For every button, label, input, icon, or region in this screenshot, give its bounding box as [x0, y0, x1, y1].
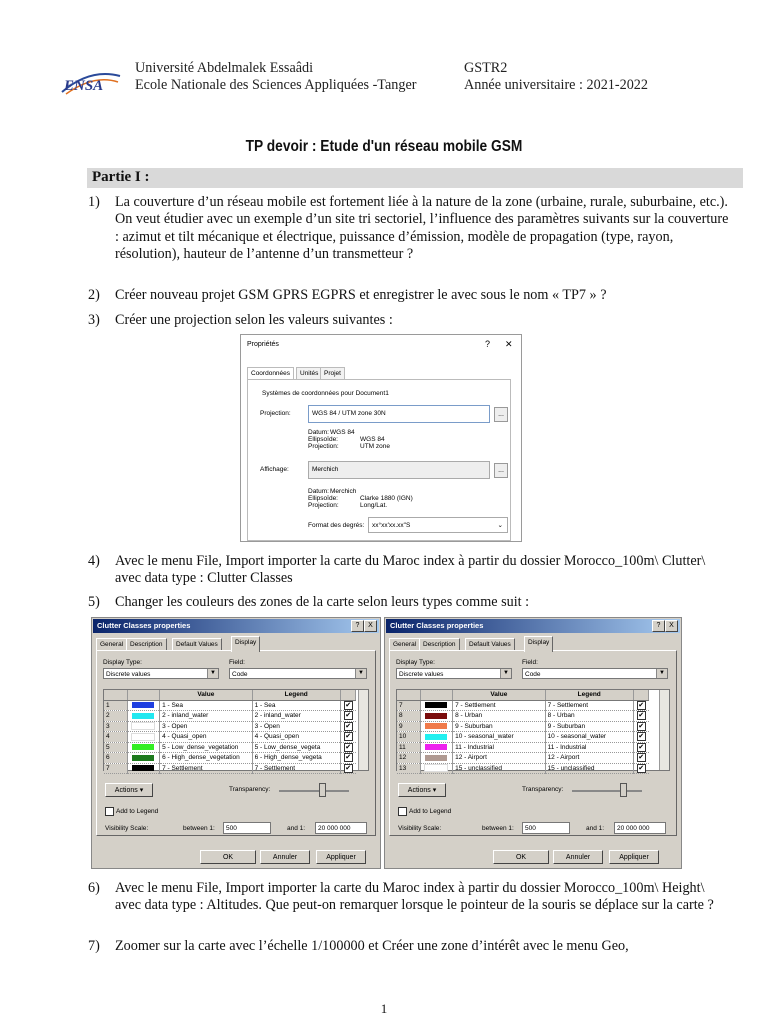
legend-checkbox[interactable]: ✔ — [638, 722, 645, 730]
tab-general[interactable]: General — [96, 638, 127, 651]
projection-label: Projection: — [260, 410, 291, 417]
legend-checkbox[interactable]: ✔ — [345, 764, 352, 772]
legend-checkbox[interactable]: ✔ — [638, 701, 645, 709]
display-field[interactable]: Merchich — [308, 461, 490, 479]
actions-button[interactable]: Actions ▾ — [398, 783, 446, 797]
legend-checkbox[interactable]: ✔ — [345, 733, 352, 741]
swatch-5 — [425, 755, 447, 761]
tab-description[interactable]: Description — [419, 638, 460, 651]
field-select[interactable]: Code ▼ — [229, 668, 367, 679]
legend-checkbox[interactable]: ✔ — [345, 712, 352, 720]
tab-coordonnees[interactable]: Coordonnées — [247, 367, 294, 380]
color-swatch[interactable] — [127, 742, 159, 753]
max-scale-input[interactable]: 20 000 000 — [614, 822, 666, 834]
color-swatch[interactable] — [127, 711, 159, 722]
color-swatch[interactable] — [127, 753, 159, 764]
table-row[interactable]: 1 1 - Sea 1 - Sea ✔ — [104, 700, 356, 711]
swatch-4 — [425, 744, 447, 750]
swatch-4 — [132, 744, 154, 750]
tab-display[interactable]: Display — [231, 636, 260, 652]
table-row[interactable]: 8 8 - Urban 8 - Urban ✔ — [397, 711, 649, 722]
transparency-slider[interactable] — [572, 790, 642, 792]
display-type-select[interactable]: Discrete values ▼ — [396, 668, 512, 679]
tab-display[interactable]: Display — [524, 636, 553, 652]
help-button[interactable]: ? — [351, 620, 364, 632]
value-column-header[interactable]: Value — [160, 690, 252, 700]
legend-column-header[interactable]: Legend — [252, 690, 340, 700]
help-button[interactable]: ? — [485, 339, 491, 349]
table-row[interactable]: 9 9 - Suburban 9 - Suburban ✔ — [397, 721, 649, 732]
list-item: 6) Avec le menu File, Import importer la carte du Maroc index à partir du dossier Morocco_100m\ Height\ avec data type : Altitudes. Que peut-on remarquer lorsque le pointeur de la souris se déplace sur la carte ? — [88, 880, 714, 914]
class-name: GSTR2 — [464, 60, 508, 76]
university-name: Université Abdelmalek Essaâdi — [135, 60, 314, 76]
color-swatch[interactable] — [127, 763, 159, 774]
min-scale-input[interactable]: 500 — [522, 822, 570, 834]
page-title: TP devoir : Etude d'un réseau mobile GSM — [245, 138, 523, 155]
swatch-1 — [425, 713, 447, 719]
table-row[interactable]: 7 7 - Settlement 7 - Settlement ✔ — [397, 700, 649, 711]
swatch-5 — [132, 755, 154, 761]
svg-text:ENSA: ENSA — [64, 78, 104, 94]
slider-handle[interactable] — [620, 783, 627, 797]
table-row[interactable]: 3 3 - Open 3 - Open ✔ — [104, 721, 356, 732]
table-row[interactable]: 7 7 - Settlement 7 - Settlement ✔ — [104, 763, 356, 774]
grid-scrollbar[interactable] — [358, 690, 368, 770]
add-to-legend-checkbox[interactable] — [398, 807, 407, 816]
color-swatch[interactable] — [420, 700, 452, 711]
page-number: 1 — [380, 1001, 388, 1016]
field-select[interactable]: Code ▼ — [522, 668, 668, 679]
degree-format-label: Format des degrés: — [308, 522, 365, 529]
swatch-1 — [132, 713, 154, 719]
display-label: Affichage: — [260, 466, 289, 473]
table-row[interactable]: 11 11 - Industrial 11 - Industrial ✔ — [397, 742, 649, 753]
legend-checkbox[interactable]: ✔ — [345, 701, 352, 709]
tab-general[interactable]: General — [389, 638, 420, 651]
table-row[interactable]: 13 15 - unclassified 15 - unclassified ✔ — [397, 763, 649, 774]
list-item: 3) Créer une projection selon les valeurs suivantes : — [88, 312, 393, 328]
close-button[interactable]: X — [364, 620, 377, 632]
color-swatch[interactable] — [420, 763, 452, 774]
legend-checkbox[interactable]: ✔ — [345, 743, 352, 751]
chevron-down-icon: ▼ — [500, 669, 511, 678]
color-swatch[interactable] — [420, 753, 452, 764]
apply-button[interactable]: Appliquer — [316, 850, 366, 864]
color-swatch[interactable] — [127, 721, 159, 732]
add-to-legend-checkbox[interactable] — [105, 807, 114, 816]
part-title: Partie I : — [92, 169, 150, 185]
legend-checkbox[interactable]: ✔ — [345, 722, 352, 730]
table-row[interactable]: 10 10 - seasonal_water 10 - seasonal_water ✔ — [397, 732, 649, 743]
tab-projet[interactable]: Projet — [320, 367, 345, 379]
tab-default-values[interactable]: Default Values — [172, 638, 222, 651]
swatch-2 — [131, 722, 155, 730]
ensa-logo — [60, 66, 122, 96]
projection-browse-button[interactable]: ... — [494, 407, 508, 422]
actions-button[interactable]: Actions ▾ — [105, 783, 153, 797]
color-swatch[interactable] — [420, 732, 452, 743]
legend-checkbox[interactable]: ✔ — [638, 712, 645, 720]
clutter-dialog-right — [384, 617, 682, 869]
legend-checkbox[interactable]: ✔ — [345, 754, 352, 762]
transparency-slider[interactable] — [279, 790, 349, 792]
table-row[interactable]: 4 4 - Quasi_open 4 - Quasi_open ✔ — [104, 732, 356, 743]
values-grid[interactable] — [103, 689, 369, 771]
projection-dialog — [240, 334, 522, 542]
swatch-6 — [132, 765, 154, 771]
help-button[interactable]: ? — [652, 620, 665, 632]
grid-scrollbar[interactable] — [659, 690, 669, 770]
swatch-6 — [424, 764, 448, 772]
ok-button[interactable]: OK — [493, 850, 549, 864]
color-swatch[interactable] — [420, 711, 452, 722]
display-panel: Display Type: Discrete values ▼ Field: Code ▼ Value Legend 1 1 - Sea 1 - Sea ✔ 2 2 - inland_water 2 - inland_water ✔ 3 3 - Open 3 - Open ✔ 4 4 - Quasi_open 4 - Quasi_open ✔ 5 5 - Low_dense_vegetation 5 - Low_dense_vegeta ✔ 6 6 - High_dense_vegetation 6 - High_dense_vegeta ✔ 7 7 - Settlement 7 - Settlement ✔ Actions ▾ Transparency: Add to Legend Visibility Scale: between 1: 500 and 1: 20 000 000 — [96, 650, 376, 836]
tab-description[interactable]: Description — [126, 638, 167, 651]
legend-checkbox[interactable]: ✔ — [638, 743, 645, 751]
cancel-button[interactable]: Annuler — [553, 850, 603, 864]
swatch-3 — [131, 733, 155, 741]
projection-field[interactable]: WGS 84 / UTM zone 30N — [308, 405, 490, 423]
slider-handle[interactable] — [319, 783, 326, 797]
table-row[interactable]: 12 12 - Airport 12 - Airport ✔ — [397, 753, 649, 764]
clutter-dialog-left — [91, 617, 381, 869]
chevron-down-icon: ▼ — [355, 669, 366, 678]
display-type-select[interactable]: Discrete values ▼ — [103, 668, 219, 679]
ok-button[interactable]: OK — [200, 850, 256, 864]
display-browse-button[interactable]: ... — [494, 463, 508, 478]
tab-default-values[interactable]: Default Values — [465, 638, 515, 651]
clutter-dialog-title: Clutter Classes properties — [93, 619, 379, 633]
academic-year: Année universitaire : 2021-2022 — [464, 77, 648, 93]
chevron-down-icon: ⌄ — [497, 522, 503, 529]
list-item: 5) Changer les couleurs des zones de la carte selon leurs types comme suit : — [88, 594, 530, 610]
chevron-down-icon: ▼ — [656, 669, 667, 678]
swatch-3 — [425, 734, 447, 740]
apply-button[interactable]: Appliquer — [609, 850, 659, 864]
chevron-down-icon: ▼ — [207, 669, 218, 678]
legend-column-header[interactable]: Legend — [545, 690, 633, 700]
degree-format-select[interactable]: xx°xx'xx.xx"S ⌄ — [368, 517, 508, 533]
swatch-0 — [132, 702, 154, 708]
list-item: 1) La couverture d’un réseau mobile est fortement liée à la nature de la zone (urbaine, rurale, suburbaine, etc.). On veut étudier avec un exemple d’un site tri sectoriel, l’influence des paramètres suivants sur la couverture : azimut et tilt mécanique et électrique, puissance d’émission, modèle de propagation (type, rayon, résolution), hauteur de l’antenne d’un transmetteur ? — [88, 194, 729, 263]
tab-unites[interactable]: Unités — [296, 367, 322, 379]
close-button[interactable]: X — [665, 620, 678, 632]
max-scale-input[interactable]: 20 000 000 — [315, 822, 367, 834]
table-row[interactable]: 2 2 - inland_water 2 - inland_water ✔ — [104, 711, 356, 722]
legend-checkbox[interactable]: ✔ — [638, 733, 645, 741]
list-item: 2) Créer nouveau projet GSM GPRS EGPRS et enregistrer le avec sous le nom « TP7 » ? — [88, 287, 607, 303]
part-bar — [87, 168, 743, 188]
list-item: 4) Avec le menu File, Import importer la carte du Maroc index à partir du dossier Morocco_100m\ Clutter\ avec data type : Clutter Classes — [88, 553, 706, 587]
legend-checkbox[interactable]: ✔ — [638, 754, 645, 762]
color-swatch[interactable] — [420, 721, 452, 732]
color-swatch[interactable] — [420, 742, 452, 753]
table-row[interactable]: 5 5 - Low_dense_vegetation 5 - Low_dense_vegeta ✔ — [104, 742, 356, 753]
group-label: Systèmes de coordonnées pour Document1 — [262, 390, 389, 397]
swatch-2 — [425, 723, 447, 729]
clutter-dialog-title: Clutter Classes properties — [386, 619, 680, 633]
coordinates-panel: Systèmes de coordonnées pour Document1 Projection: WGS 84 / UTM zone 30N ... Datum: WGS 84 Ellipsoïde: WGS 84 Projection: UTM zone Affichage: Merchich ... Datum: Merchich Ellipsoïde: Clarke 1880 (IGN) Projection: Long/Lat. Format des degrés: xx°xx'xx.xx"S ⌄ — [247, 379, 511, 541]
value-column-header[interactable]: Value — [453, 690, 545, 700]
color-swatch[interactable] — [127, 732, 159, 743]
legend-checkbox[interactable]: ✔ — [638, 764, 645, 772]
cancel-button[interactable]: Annuler — [260, 850, 310, 864]
dialog-title: Propriétés — [247, 341, 279, 348]
display-panel: Display Type: Discrete values ▼ Field: Code ▼ Value Legend 7 7 - Settlement 7 - Settlement ✔ 8 8 - Urban 8 - Urban ✔ 9 9 - Suburban 9 - Suburban ✔ 10 10 - seasonal_water 10 - seasonal_water ✔ 11 11 - Industrial 11 - Industrial ✔ 12 12 - Airport 12 - Airport ✔ 13 15 - unclassified 15 - unclassified ✔ Actions ▾ Transparency: Add to Legend Visibility Scale: between 1: 500 and 1: 20 000 000 — [389, 650, 677, 836]
close-button[interactable]: ✕ — [505, 339, 513, 349]
swatch-0 — [425, 702, 447, 708]
min-scale-input[interactable]: 500 — [223, 822, 271, 834]
color-swatch[interactable] — [127, 700, 159, 711]
list-item: 7) Zoomer sur la carte avec l’échelle 1/100000 et Créer une zone d’intérêt avec le menu Geo, — [88, 938, 629, 954]
table-row[interactable]: 6 6 - High_dense_vegetation 6 - High_dense_vegeta ✔ — [104, 753, 356, 764]
values-grid[interactable] — [396, 689, 670, 771]
school-name: Ecole Nationale des Sciences Appliquées -Tanger — [135, 77, 417, 93]
